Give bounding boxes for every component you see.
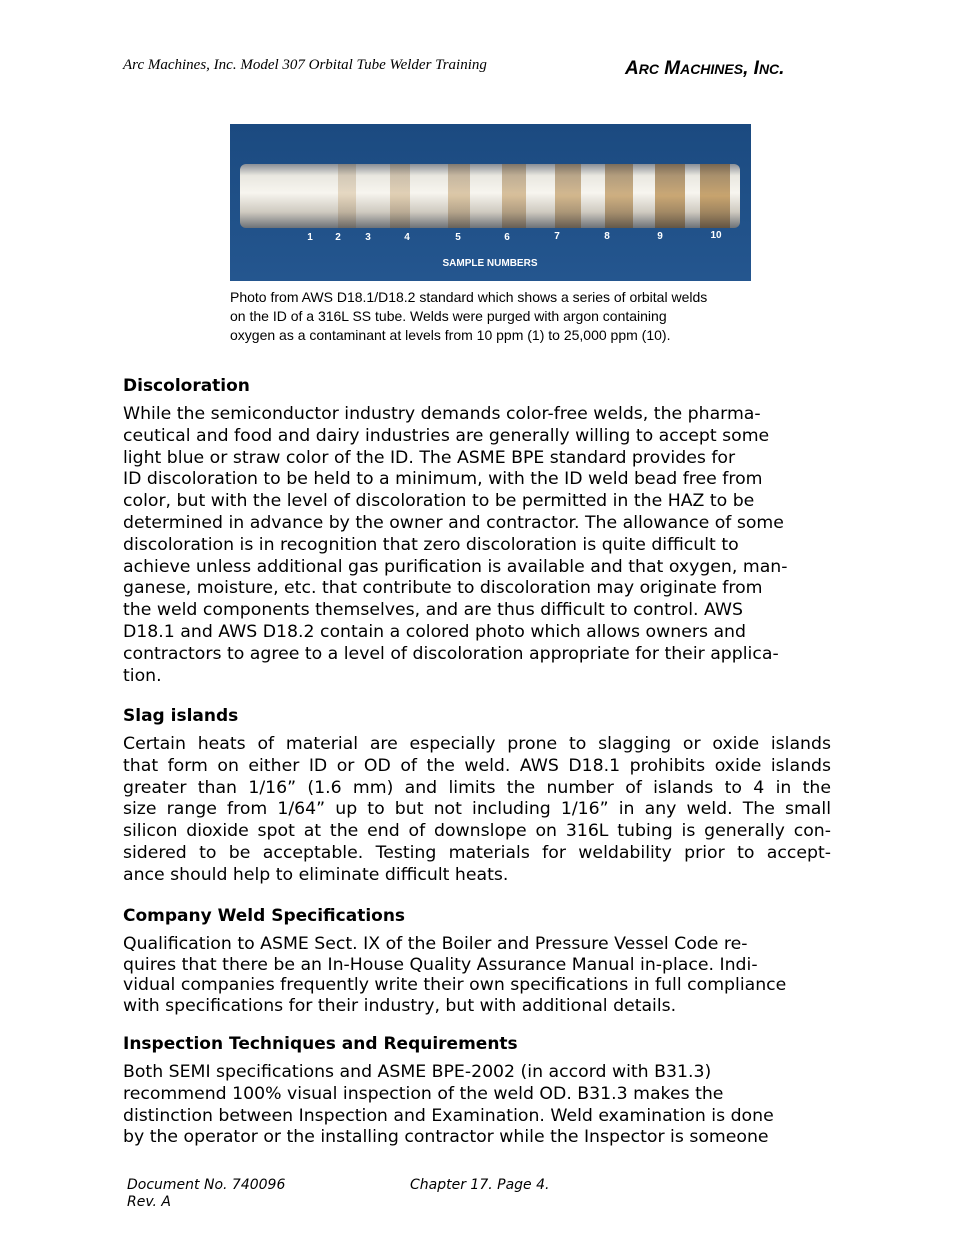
- text-line: Certain heats of material are especially prone to slagging or oxide islands: [123, 734, 831, 754]
- text-line: Qualification to ASME Sect. IX of the Boiler and Pressure Vessel Code re-: [123, 934, 748, 954]
- heading-inspection-techniques: Inspection Techniques and Requirements: [123, 1034, 518, 1054]
- text-line: quires that there be an In-House Quality Assurance Manual in-place. Indi-: [123, 954, 758, 975]
- heading-discoloration: Discoloration: [123, 376, 250, 396]
- sample-number-6: 6: [504, 232, 510, 243]
- weld-samples-photo: [230, 124, 751, 281]
- heading-slag-islands: Slag islands: [123, 706, 239, 726]
- caption-line: Photo from AWS D18.1/D18.2 standard which shows a series of orbital welds: [230, 289, 708, 305]
- sample-numbers-label: SAMPLE NUMBERS: [442, 258, 538, 269]
- text-line: recommend 100% visual inspection of the weld OD. B31.3 makes the: [123, 1083, 724, 1104]
- company-logo: ARC MACHINES, INC.: [625, 58, 785, 79]
- text-line: tion.: [123, 665, 162, 686]
- text-line: contractors to agree to a level of discoloration appropriate for their applica-: [123, 643, 779, 664]
- text-line: achieve unless additional gas purification is available and that oxygen, man-: [123, 556, 788, 577]
- text-line: with specifications for their industry, but with additional details.: [123, 995, 677, 1016]
- text-line: discoloration is in recognition that zero discoloration is quite difficult to: [123, 534, 739, 555]
- paragraph-company-weld-specifications: [123, 934, 831, 1016]
- text-line: ID discoloration to be held to a minimum, with the ID weld bead free from: [123, 469, 763, 490]
- sample-number-8: 8: [604, 231, 610, 242]
- sample-number-9: 9: [657, 231, 663, 242]
- sample-number-10: 10: [710, 230, 722, 241]
- text-line: the weld components themselves, and are thus difficult to control. AWS: [123, 600, 743, 621]
- caption-line: oxygen as a contaminant at levels from 10 ppm (1) to 25,000 ppm (10).: [230, 327, 671, 343]
- paragraph-inspection-techniques: [123, 1062, 831, 1149]
- sample-number-2: 2: [335, 232, 341, 243]
- text-line: ance should help to eliminate difficult heats.: [123, 864, 509, 885]
- text-line: color, but with the level of discoloration to be permitted in the HAZ to be: [123, 491, 755, 512]
- figure-caption: [230, 288, 770, 345]
- sample-number-7: 7: [554, 231, 560, 242]
- caption-line: on the ID of a 316L SS tube. Welds were purged with argon containing: [230, 308, 667, 324]
- footer-revision: Rev. A: [127, 1194, 171, 1210]
- text-line: silicon dioxide spot at the end of downslope on 316L tubing is generally con-: [123, 821, 831, 842]
- text-line: ceutical and food and dairy industries are generally willing to accept some: [123, 425, 770, 446]
- text-line: ganese, moisture, etc. that contribute to discoloration may originate from: [123, 578, 763, 599]
- paragraph-slag-islands: [123, 734, 831, 887]
- text-line: greater than 1/16” (1.6 mm) and limits the number of islands to 4 in the: [123, 777, 831, 798]
- text-line: D18.1 and AWS D18.2 contain a colored photo which allows owners and: [123, 621, 746, 642]
- paragraph-discoloration: [123, 404, 831, 687]
- header-title: Arc Machines, Inc. Model 307 Orbital Tube Welder Training: [123, 57, 487, 73]
- footer-doc-number: Document No. 740096: [127, 1177, 286, 1193]
- text-line: Both SEMI specifications and ASME BPE-2002 (in accord with B31.3): [123, 1062, 712, 1082]
- footer-chapter-page: Chapter 17. Page 4.: [410, 1177, 550, 1193]
- text-line: sidered to be acceptable. Testing materials for weldability prior to accept-: [123, 842, 831, 863]
- text-line: size range from 1/64” up to but not including 1/16” in any weld. The small: [123, 799, 831, 820]
- sample-number-3: 3: [365, 232, 371, 243]
- text-line: distinction between Inspection and Examination. Weld examination is done: [123, 1105, 774, 1126]
- sample-number-5: 5: [455, 232, 461, 243]
- text-line: While the semiconductor industry demands color-free welds, the pharma-: [123, 404, 761, 424]
- text-line: vidual companies frequently write their own specifications in full compliance: [123, 975, 787, 995]
- sample-number-1: 1: [307, 232, 313, 243]
- heading-company-weld-specifications: Company Weld Specifications: [123, 906, 406, 926]
- sample-number-4: 4: [404, 232, 410, 243]
- text-line: that form on either ID or OD of the weld. AWS D18.1 prohibits oxide islands: [123, 755, 831, 776]
- footer-document-info: [127, 1177, 285, 1211]
- text-line: light blue or straw color of the ID. The ASME BPE standard provides for: [123, 447, 736, 468]
- text-line: by the operator or the installing contractor while the Inspector is someone: [123, 1127, 769, 1148]
- text-line: determined in advance by the owner and contractor. The allowance of some: [123, 512, 784, 533]
